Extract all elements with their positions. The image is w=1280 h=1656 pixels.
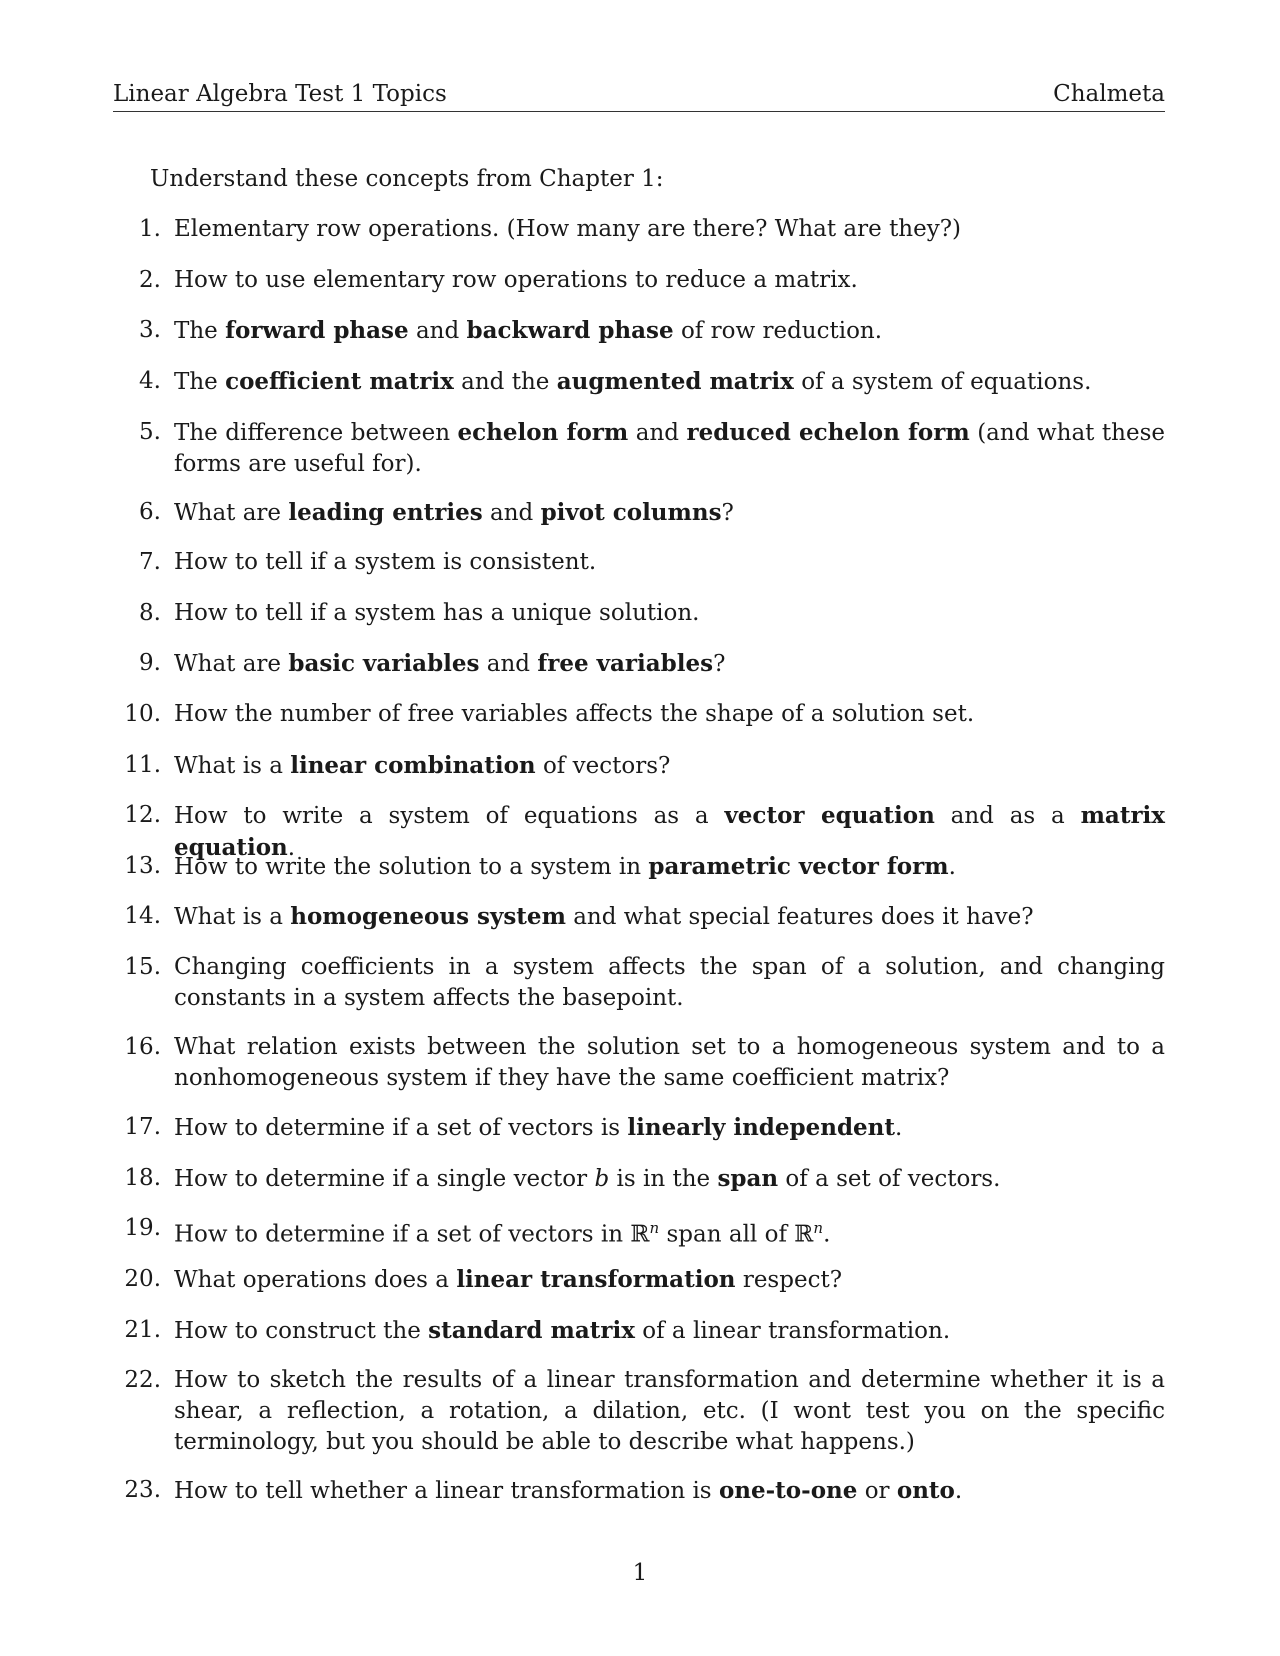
bold-term: matrix equation bbox=[174, 802, 1166, 861]
list-item-number: 19. bbox=[124, 1215, 161, 1241]
list-item-number: 18. bbox=[124, 1165, 161, 1191]
list-item-number: 15. bbox=[124, 954, 161, 980]
superscript: n bbox=[813, 1219, 824, 1237]
text-run: How the number of free variables affects the shape of a solution set. bbox=[174, 701, 975, 727]
list-item-text bbox=[174, 851, 1165, 883]
bold-term: augmented matrix bbox=[556, 368, 794, 395]
text-run: How to write the solution to a system in bbox=[174, 854, 649, 880]
text-run: Changing coefficients in a system affects the span of a solution, and changing constants in a system affects the basepoint. bbox=[174, 954, 1165, 1011]
list-item-text bbox=[174, 1213, 1165, 1251]
list-item-text bbox=[174, 1032, 1165, 1094]
bold-term: span bbox=[717, 1165, 779, 1192]
text-run: respect? bbox=[735, 1267, 843, 1293]
text-run: How to determine if a single vector bbox=[174, 1166, 595, 1192]
list-item-text bbox=[174, 1475, 1165, 1507]
text-run: and bbox=[628, 420, 687, 446]
text-run: What is a bbox=[174, 904, 291, 930]
list-item-number: 5. bbox=[139, 419, 161, 445]
list-item-number: 7. bbox=[139, 549, 161, 575]
bold-term: coefficient matrix bbox=[225, 368, 454, 395]
text-run: of a set of vectors. bbox=[778, 1166, 1001, 1192]
list-item-number: 4. bbox=[139, 368, 161, 394]
page-number: 1 bbox=[632, 1560, 648, 1586]
bold-term: echelon form bbox=[457, 419, 629, 446]
bold-term: parametric vector form bbox=[648, 853, 949, 880]
text-run: What relation exists between the solution set to a homogeneous system and to a nonhomogeneous system if they have the same coefficient matrix? bbox=[174, 1034, 1165, 1091]
text-run: How to use elementary row operations to reduce a matrix. bbox=[174, 267, 858, 293]
text-run: What are bbox=[174, 651, 289, 677]
bold-term: onto bbox=[896, 1477, 955, 1504]
text-run: and as a bbox=[934, 803, 1081, 829]
list-item-number: 3. bbox=[139, 317, 161, 343]
list-item-number: 6. bbox=[139, 499, 161, 525]
text-run: The difference between bbox=[174, 420, 458, 446]
list-item-number: 13. bbox=[124, 853, 161, 879]
intro-text: Understand these concepts from Chapter 1: bbox=[150, 166, 664, 192]
list-item-text bbox=[174, 1365, 1165, 1458]
list-item-number: 11. bbox=[124, 752, 161, 778]
superscript: n bbox=[649, 1219, 660, 1237]
list-item-number: 8. bbox=[139, 600, 161, 626]
bold-term: backward phase bbox=[466, 317, 674, 344]
text-run: of row reduction. bbox=[673, 318, 883, 344]
text-run: . bbox=[954, 1478, 963, 1504]
text-run: of vectors? bbox=[535, 753, 671, 779]
list-item-number: 20. bbox=[124, 1266, 161, 1292]
list-item-text bbox=[174, 366, 1165, 398]
list-item-number: 10. bbox=[124, 701, 161, 727]
bold-term: basic variables bbox=[288, 650, 480, 677]
page-header bbox=[113, 78, 1165, 112]
math-variable: b bbox=[594, 1166, 610, 1192]
bold-term: vector equation bbox=[724, 802, 935, 829]
list-item-text bbox=[174, 901, 1165, 933]
list-item-text bbox=[174, 214, 1165, 245]
text-run: The bbox=[174, 318, 226, 344]
text-run: span all of ℝ bbox=[659, 1221, 814, 1248]
text-run: Elementary row operations. (How many are there? What are they?) bbox=[174, 216, 962, 242]
bold-term: leading entries bbox=[288, 499, 483, 526]
bold-term: pivot columns bbox=[540, 499, 722, 526]
list-item-number: 23. bbox=[124, 1477, 161, 1503]
list-item-number: 12. bbox=[124, 802, 161, 828]
list-item-text bbox=[174, 699, 1165, 730]
list-item-text bbox=[174, 1315, 1165, 1347]
list-item-number: 14. bbox=[124, 903, 161, 929]
list-item-text bbox=[174, 315, 1165, 347]
list-item-number: 2. bbox=[139, 267, 161, 293]
text-run: and the bbox=[453, 369, 557, 395]
list-item-text bbox=[174, 265, 1165, 296]
list-item-text bbox=[174, 417, 1165, 480]
bold-term: free variables bbox=[537, 650, 714, 677]
bold-term: linearly independent bbox=[627, 1114, 896, 1141]
text-run: of a system of equations. bbox=[793, 369, 1092, 395]
text-run: How to determine if a set of vectors in ℝ bbox=[174, 1221, 650, 1248]
text-run: ? bbox=[721, 500, 734, 526]
list-item-text bbox=[174, 547, 1165, 578]
text-run: of a linear transformation. bbox=[634, 1318, 951, 1344]
list-item-number: 17. bbox=[124, 1114, 161, 1140]
text-run: How to tell if a system is consistent. bbox=[174, 549, 597, 575]
text-run: How to determine if a set of vectors is bbox=[174, 1115, 628, 1141]
bold-term: linear combination bbox=[290, 752, 536, 779]
text-run: What are bbox=[174, 500, 289, 526]
text-run: . bbox=[895, 1115, 903, 1141]
text-run: What operations does a bbox=[174, 1267, 457, 1293]
text-run: and bbox=[408, 318, 467, 344]
text-run: or bbox=[857, 1478, 897, 1504]
text-run: ? bbox=[713, 651, 726, 677]
text-run: How to write a system of equations as a bbox=[174, 803, 725, 829]
list-item-text bbox=[174, 648, 1165, 680]
text-run: What is a bbox=[174, 753, 291, 779]
text-run: How to sketch the results of a linear transformation and determine whether it is a shear, a reflection, a rotation, a dilation, etc. (I wont test you on the specific terminology, but you should be able to describe what happens.) bbox=[174, 1367, 1165, 1455]
document-title: Linear Algebra Test 1 Topics bbox=[113, 81, 447, 107]
text-run: . bbox=[823, 1221, 831, 1248]
text-run: and bbox=[482, 500, 541, 526]
list-item-number: 9. bbox=[139, 650, 161, 676]
text-run: . bbox=[287, 835, 296, 861]
bold-term: one-to-one bbox=[718, 1477, 858, 1504]
text-run: How to construct the bbox=[174, 1318, 429, 1344]
text-run: How to tell if a system has a unique solution. bbox=[174, 600, 700, 626]
list-item-text bbox=[174, 1264, 1165, 1296]
text-run: How to tell whether a linear transformation is bbox=[174, 1478, 719, 1504]
list-item-text bbox=[174, 952, 1165, 1014]
text-run: . bbox=[948, 854, 956, 880]
list-item-text bbox=[174, 750, 1165, 782]
list-item-number: 1. bbox=[139, 216, 161, 242]
bold-term: linear transformation bbox=[456, 1266, 736, 1293]
text-run: is in the bbox=[609, 1166, 718, 1192]
bold-term: homogeneous system bbox=[290, 903, 566, 930]
text-run: and what special features does it have? bbox=[565, 904, 1034, 930]
document-author: Chalmeta bbox=[1053, 81, 1165, 107]
list-item-text bbox=[174, 497, 1165, 529]
text-run: and bbox=[479, 651, 538, 677]
list-item-text bbox=[174, 1112, 1165, 1144]
bold-term: standard matrix bbox=[428, 1317, 635, 1344]
list-item-number: 21. bbox=[124, 1317, 161, 1343]
list-item-number: 16. bbox=[124, 1034, 161, 1060]
text-run: (and what these forms are useful for). bbox=[174, 420, 1165, 477]
bold-term: reduced echelon form bbox=[686, 419, 970, 446]
list-item-text bbox=[174, 598, 1165, 629]
list-item-number: 22. bbox=[124, 1367, 161, 1393]
bold-term: forward phase bbox=[225, 317, 409, 344]
list-item-text bbox=[174, 1163, 1165, 1195]
text-run: The bbox=[174, 369, 226, 395]
